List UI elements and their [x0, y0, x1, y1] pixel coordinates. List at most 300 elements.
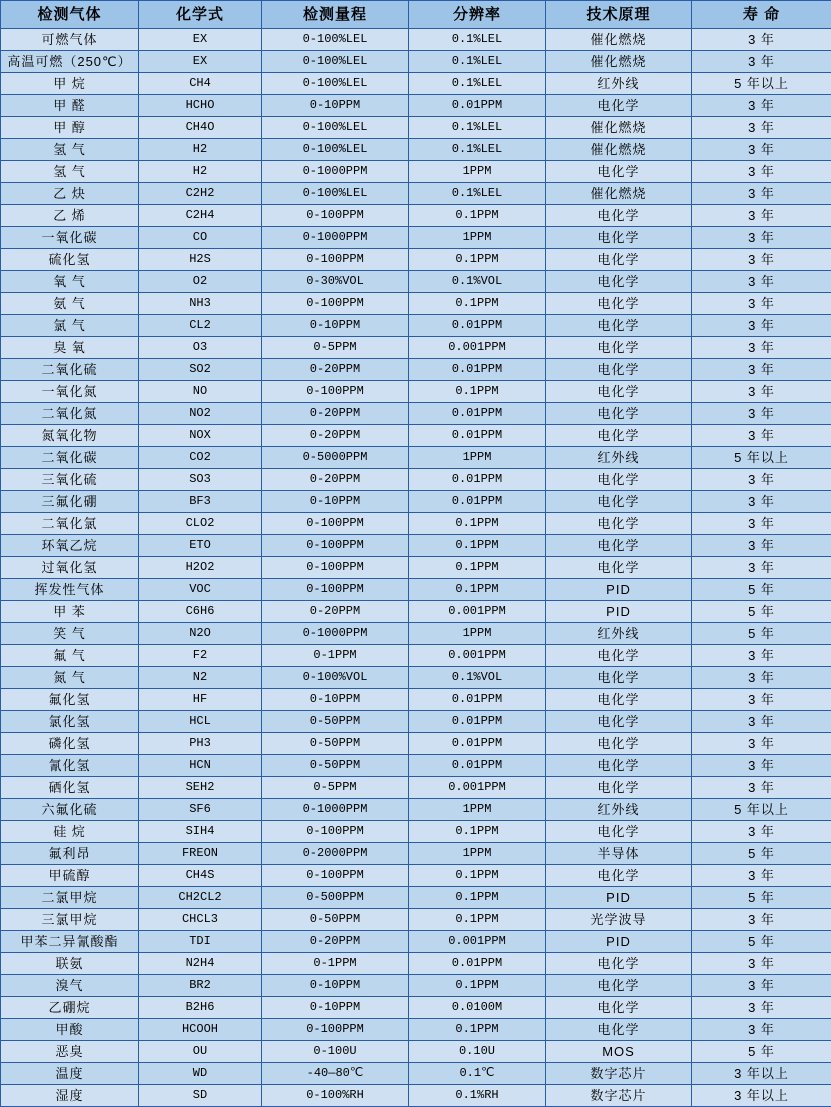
cell-resolution: 0.001PPM	[409, 601, 546, 623]
table-row	[1, 51, 831, 73]
cell-gas: 溴气	[1, 975, 139, 997]
cell-range: 0-50PPM	[262, 755, 409, 777]
cell-lifespan: 3 年	[692, 733, 831, 755]
cell-principle: MOS	[546, 1041, 692, 1063]
cell-range: 0-10PPM	[262, 95, 409, 117]
cell-gas: 氧 气	[1, 271, 139, 293]
cell-formula: N2H4	[139, 953, 262, 975]
table-row	[1, 161, 831, 183]
cell-lifespan: 5 年以上	[692, 73, 831, 95]
cell-principle: PID	[546, 887, 692, 909]
cell-principle: 电化学	[546, 227, 692, 249]
cell-resolution: 0.01PPM	[409, 953, 546, 975]
cell-formula: CO2	[139, 447, 262, 469]
cell-range: 0-100%LEL	[262, 183, 409, 205]
cell-lifespan: 3 年	[692, 975, 831, 997]
cell-principle: PID	[546, 601, 692, 623]
cell-resolution: 0.001PPM	[409, 645, 546, 667]
cell-range: 0-500PPM	[262, 887, 409, 909]
cell-gas: 甲 苯	[1, 601, 139, 623]
cell-range: 0-1000PPM	[262, 161, 409, 183]
cell-resolution: 0.01PPM	[409, 469, 546, 491]
cell-range: 0-10PPM	[262, 997, 409, 1019]
cell-resolution: 0.01PPM	[409, 359, 546, 381]
cell-lifespan: 5 年	[692, 843, 831, 865]
cell-gas: 六氟化硫	[1, 799, 139, 821]
cell-principle: 数字芯片	[546, 1063, 692, 1085]
cell-resolution: 0.01PPM	[409, 491, 546, 513]
table-row	[1, 293, 831, 315]
cell-principle: 催化燃烧	[546, 117, 692, 139]
table-row	[1, 425, 831, 447]
cell-resolution: 0.01PPM	[409, 315, 546, 337]
cell-resolution: 0.1PPM	[409, 579, 546, 601]
cell-resolution: 0.1PPM	[409, 381, 546, 403]
cell-lifespan: 3 年	[692, 645, 831, 667]
cell-gas: 可燃气体	[1, 29, 139, 51]
cell-principle: 电化学	[546, 557, 692, 579]
cell-resolution: 1PPM	[409, 623, 546, 645]
cell-gas: 乙 烯	[1, 205, 139, 227]
cell-range: 0-100%LEL	[262, 73, 409, 95]
cell-range: 0-100PPM	[262, 535, 409, 557]
cell-principle: 电化学	[546, 315, 692, 337]
column-header-principle: 技术原理	[546, 1, 692, 29]
cell-resolution: 0.1PPM	[409, 887, 546, 909]
cell-principle: 电化学	[546, 513, 692, 535]
cell-range: 0-50PPM	[262, 733, 409, 755]
cell-formula: BR2	[139, 975, 262, 997]
cell-formula: B2H6	[139, 997, 262, 1019]
cell-resolution: 0.1%LEL	[409, 117, 546, 139]
cell-range: 0-1PPM	[262, 645, 409, 667]
cell-resolution: 1PPM	[409, 447, 546, 469]
cell-formula: NO2	[139, 403, 262, 425]
cell-gas: 氯 气	[1, 315, 139, 337]
cell-formula: OU	[139, 1041, 262, 1063]
cell-principle: 催化燃烧	[546, 51, 692, 73]
cell-formula: BF3	[139, 491, 262, 513]
cell-formula: CH4O	[139, 117, 262, 139]
cell-range: 0-1PPM	[262, 953, 409, 975]
cell-principle: PID	[546, 931, 692, 953]
cell-resolution: 0.1%LEL	[409, 29, 546, 51]
table-row	[1, 403, 831, 425]
cell-principle: 电化学	[546, 403, 692, 425]
table-row	[1, 447, 831, 469]
cell-formula: EX	[139, 29, 262, 51]
cell-principle: 电化学	[546, 733, 692, 755]
cell-gas: 高温可燃（250℃）	[1, 51, 139, 73]
cell-lifespan: 3 年	[692, 95, 831, 117]
cell-range: 0-20PPM	[262, 469, 409, 491]
cell-lifespan: 5 年	[692, 1041, 831, 1063]
cell-resolution: 0.01PPM	[409, 403, 546, 425]
cell-formula: N2O	[139, 623, 262, 645]
cell-formula: TDI	[139, 931, 262, 953]
cell-lifespan: 3 年	[692, 997, 831, 1019]
cell-principle: 电化学	[546, 777, 692, 799]
cell-principle: 电化学	[546, 997, 692, 1019]
cell-range: 0-5PPM	[262, 777, 409, 799]
cell-gas: 联氨	[1, 953, 139, 975]
table-row	[1, 997, 831, 1019]
cell-gas: 恶臭	[1, 1041, 139, 1063]
table-row	[1, 777, 831, 799]
cell-resolution: 0.1PPM	[409, 975, 546, 997]
cell-lifespan: 3 年	[692, 293, 831, 315]
table-row	[1, 689, 831, 711]
cell-lifespan: 3 年	[692, 755, 831, 777]
cell-resolution: 0.1PPM	[409, 1019, 546, 1041]
table-row	[1, 975, 831, 997]
cell-gas: 磷化氢	[1, 733, 139, 755]
cell-gas: 硫化氢	[1, 249, 139, 271]
cell-formula: HCHO	[139, 95, 262, 117]
cell-lifespan: 5 年	[692, 579, 831, 601]
table-row	[1, 29, 831, 51]
cell-principle: 电化学	[546, 95, 692, 117]
cell-range: 0-100PPM	[262, 821, 409, 843]
cell-range: 0-1000PPM	[262, 227, 409, 249]
cell-range: -40—80℃	[262, 1063, 409, 1085]
cell-formula: SEH2	[139, 777, 262, 799]
cell-lifespan: 3 年	[692, 381, 831, 403]
cell-lifespan: 3 年以上	[692, 1085, 831, 1107]
table-row	[1, 1019, 831, 1041]
table-row	[1, 865, 831, 887]
cell-principle: 红外线	[546, 799, 692, 821]
cell-range: 0-5PPM	[262, 337, 409, 359]
table-row	[1, 579, 831, 601]
table-row	[1, 205, 831, 227]
cell-lifespan: 3 年	[692, 205, 831, 227]
cell-formula: CL2	[139, 315, 262, 337]
cell-principle: 电化学	[546, 425, 692, 447]
cell-range: 0-100PPM	[262, 513, 409, 535]
cell-formula: F2	[139, 645, 262, 667]
cell-resolution: 1PPM	[409, 227, 546, 249]
cell-lifespan: 3 年	[692, 425, 831, 447]
cell-formula: HF	[139, 689, 262, 711]
cell-principle: 电化学	[546, 271, 692, 293]
table-row	[1, 1085, 831, 1107]
cell-range: 0-20PPM	[262, 359, 409, 381]
cell-gas: 甲 醛	[1, 95, 139, 117]
cell-resolution: 1PPM	[409, 799, 546, 821]
cell-gas: 氢 气	[1, 161, 139, 183]
cell-formula: O2	[139, 271, 262, 293]
cell-formula: CH4S	[139, 865, 262, 887]
cell-formula: H2	[139, 161, 262, 183]
cell-range: 0-100PPM	[262, 249, 409, 271]
cell-formula: HCOOH	[139, 1019, 262, 1041]
cell-range: 0-100PPM	[262, 865, 409, 887]
table-row	[1, 337, 831, 359]
cell-principle: 红外线	[546, 73, 692, 95]
cell-lifespan: 3 年	[692, 227, 831, 249]
cell-resolution: 0.001PPM	[409, 931, 546, 953]
cell-gas: 乙 炔	[1, 183, 139, 205]
column-header-range: 检测量程	[262, 1, 409, 29]
cell-formula: HCL	[139, 711, 262, 733]
cell-principle: 光学波导	[546, 909, 692, 931]
cell-gas: 氨 气	[1, 293, 139, 315]
cell-gas: 甲 醇	[1, 117, 139, 139]
cell-principle: 电化学	[546, 293, 692, 315]
cell-formula: SD	[139, 1085, 262, 1107]
table-row	[1, 953, 831, 975]
cell-gas: 一氧化碳	[1, 227, 139, 249]
cell-formula: NOX	[139, 425, 262, 447]
cell-lifespan: 3 年	[692, 667, 831, 689]
cell-gas: 温度	[1, 1063, 139, 1085]
cell-lifespan: 3 年	[692, 491, 831, 513]
cell-principle: 电化学	[546, 359, 692, 381]
cell-resolution: 0.1℃	[409, 1063, 546, 1085]
cell-lifespan: 5 年	[692, 887, 831, 909]
cell-resolution: 0.01PPM	[409, 689, 546, 711]
cell-formula: CLO2	[139, 513, 262, 535]
cell-range: 0-100PPM	[262, 381, 409, 403]
cell-formula: ETO	[139, 535, 262, 557]
cell-lifespan: 3 年	[692, 711, 831, 733]
cell-range: 0-50PPM	[262, 711, 409, 733]
cell-range: 0-100PPM	[262, 557, 409, 579]
cell-gas: 二氧化硫	[1, 359, 139, 381]
cell-principle: 电化学	[546, 755, 692, 777]
table-row	[1, 623, 831, 645]
cell-range: 0-10PPM	[262, 491, 409, 513]
cell-range: 0-100%LEL	[262, 139, 409, 161]
cell-resolution: 0.1%LEL	[409, 51, 546, 73]
cell-range: 0-100PPM	[262, 579, 409, 601]
table-body	[1, 29, 831, 1107]
column-header-formula: 化学式	[139, 1, 262, 29]
cell-resolution: 0.1%LEL	[409, 139, 546, 161]
cell-principle: 电化学	[546, 161, 692, 183]
cell-principle: 催化燃烧	[546, 183, 692, 205]
cell-formula: FREON	[139, 843, 262, 865]
cell-formula: SIH4	[139, 821, 262, 843]
cell-formula: VOC	[139, 579, 262, 601]
cell-resolution: 0.1PPM	[409, 865, 546, 887]
cell-lifespan: 3 年	[692, 513, 831, 535]
cell-range: 0-100PPM	[262, 1019, 409, 1041]
column-header-resolution: 分辨率	[409, 1, 546, 29]
cell-formula: CO	[139, 227, 262, 249]
cell-resolution: 0.1PPM	[409, 293, 546, 315]
cell-formula: H2O2	[139, 557, 262, 579]
cell-formula: CH2CL2	[139, 887, 262, 909]
table-row	[1, 887, 831, 909]
cell-lifespan: 3 年	[692, 117, 831, 139]
cell-resolution: 0.001PPM	[409, 777, 546, 799]
cell-principle: 电化学	[546, 249, 692, 271]
cell-gas: 甲 烷	[1, 73, 139, 95]
table-row	[1, 645, 831, 667]
table-row	[1, 667, 831, 689]
table-header-row	[1, 1, 831, 29]
table-row	[1, 733, 831, 755]
cell-gas: 甲硫醇	[1, 865, 139, 887]
cell-gas: 一氧化氮	[1, 381, 139, 403]
table-row	[1, 271, 831, 293]
table-row	[1, 359, 831, 381]
cell-gas: 湿度	[1, 1085, 139, 1107]
table-row	[1, 95, 831, 117]
table-row	[1, 249, 831, 271]
cell-formula: CHCL3	[139, 909, 262, 931]
cell-resolution: 0.1PPM	[409, 909, 546, 931]
cell-lifespan: 5 年	[692, 623, 831, 645]
column-header-gas: 检测气体	[1, 1, 139, 29]
table-row	[1, 755, 831, 777]
cell-resolution: 0.1PPM	[409, 205, 546, 227]
cell-lifespan: 3 年	[692, 51, 831, 73]
cell-resolution: 0.1%LEL	[409, 73, 546, 95]
cell-lifespan: 3 年以上	[692, 1063, 831, 1085]
cell-lifespan: 3 年	[692, 183, 831, 205]
cell-formula: NO	[139, 381, 262, 403]
table-row	[1, 1041, 831, 1063]
cell-lifespan: 3 年	[692, 403, 831, 425]
cell-lifespan: 5 年以上	[692, 799, 831, 821]
cell-gas: 环氧乙烷	[1, 535, 139, 557]
cell-range: 0-100%RH	[262, 1085, 409, 1107]
cell-range: 0-20PPM	[262, 931, 409, 953]
table-row	[1, 469, 831, 491]
cell-resolution: 0.1PPM	[409, 535, 546, 557]
cell-gas: 氟 气	[1, 645, 139, 667]
cell-gas: 二氧化碳	[1, 447, 139, 469]
cell-lifespan: 3 年	[692, 315, 831, 337]
cell-lifespan: 3 年	[692, 1019, 831, 1041]
cell-range: 0-100%VOL	[262, 667, 409, 689]
cell-resolution: 0.1%LEL	[409, 183, 546, 205]
cell-resolution: 1PPM	[409, 161, 546, 183]
cell-gas: 甲酸	[1, 1019, 139, 1041]
cell-lifespan: 3 年	[692, 909, 831, 931]
cell-range: 0-100%LEL	[262, 29, 409, 51]
cell-principle: PID	[546, 579, 692, 601]
cell-principle: 电化学	[546, 645, 692, 667]
cell-principle: 数字芯片	[546, 1085, 692, 1107]
cell-principle: 电化学	[546, 337, 692, 359]
cell-range: 0-20PPM	[262, 403, 409, 425]
table-row	[1, 601, 831, 623]
cell-gas: 笑 气	[1, 623, 139, 645]
cell-range: 0-100PPM	[262, 293, 409, 315]
cell-lifespan: 3 年	[692, 535, 831, 557]
table-row	[1, 381, 831, 403]
cell-resolution: 0.1PPM	[409, 249, 546, 271]
cell-resolution: 0.1PPM	[409, 513, 546, 535]
table-row	[1, 821, 831, 843]
cell-gas: 硒化氢	[1, 777, 139, 799]
cell-lifespan: 3 年	[692, 821, 831, 843]
table-row	[1, 73, 831, 95]
cell-formula: SO3	[139, 469, 262, 491]
cell-principle: 电化学	[546, 469, 692, 491]
cell-lifespan: 3 年	[692, 469, 831, 491]
cell-gas: 氮氧化物	[1, 425, 139, 447]
cell-formula: N2	[139, 667, 262, 689]
cell-resolution: 0.1%VOL	[409, 667, 546, 689]
cell-lifespan: 3 年	[692, 865, 831, 887]
cell-resolution: 0.01PPM	[409, 733, 546, 755]
cell-gas: 挥发性气体	[1, 579, 139, 601]
table-row	[1, 1063, 831, 1085]
cell-gas: 甲苯二异氰酸酯	[1, 931, 139, 953]
cell-formula: O3	[139, 337, 262, 359]
cell-principle: 电化学	[546, 667, 692, 689]
cell-range: 0-10PPM	[262, 975, 409, 997]
cell-resolution: 1PPM	[409, 843, 546, 865]
table-row	[1, 315, 831, 337]
cell-range: 0-20PPM	[262, 601, 409, 623]
cell-range: 0-100%LEL	[262, 51, 409, 73]
cell-lifespan: 5 年	[692, 601, 831, 623]
cell-lifespan: 3 年	[692, 29, 831, 51]
cell-resolution: 0.01PPM	[409, 425, 546, 447]
cell-resolution: 0.01PPM	[409, 755, 546, 777]
cell-gas: 三氯甲烷	[1, 909, 139, 931]
cell-lifespan: 3 年	[692, 557, 831, 579]
cell-lifespan: 3 年	[692, 689, 831, 711]
cell-lifespan: 5 年以上	[692, 447, 831, 469]
cell-formula: C6H6	[139, 601, 262, 623]
cell-gas: 氯化氢	[1, 711, 139, 733]
cell-formula: C2H2	[139, 183, 262, 205]
cell-range: 0-1000PPM	[262, 623, 409, 645]
cell-principle: 电化学	[546, 381, 692, 403]
cell-range: 0-10PPM	[262, 689, 409, 711]
cell-formula: SO2	[139, 359, 262, 381]
cell-formula: H2S	[139, 249, 262, 271]
column-header-lifespan: 寿 命	[692, 1, 831, 29]
cell-principle: 半导体	[546, 843, 692, 865]
cell-principle: 电化学	[546, 821, 692, 843]
cell-principle: 电化学	[546, 1019, 692, 1041]
table-row	[1, 711, 831, 733]
cell-range: 0-1000PPM	[262, 799, 409, 821]
cell-principle: 电化学	[546, 865, 692, 887]
table-row	[1, 117, 831, 139]
cell-formula: SF6	[139, 799, 262, 821]
cell-principle: 催化燃烧	[546, 29, 692, 51]
cell-lifespan: 3 年	[692, 953, 831, 975]
table-row	[1, 843, 831, 865]
cell-resolution: 0.01PPM	[409, 711, 546, 733]
table-row	[1, 557, 831, 579]
cell-range: 0-30%VOL	[262, 271, 409, 293]
cell-resolution: 0.10U	[409, 1041, 546, 1063]
cell-resolution: 0.0100M	[409, 997, 546, 1019]
cell-range: 0-100PPM	[262, 205, 409, 227]
cell-gas: 氰化氢	[1, 755, 139, 777]
cell-gas: 氟利昂	[1, 843, 139, 865]
cell-gas: 三氧化硫	[1, 469, 139, 491]
cell-range: 0-2000PPM	[262, 843, 409, 865]
table-row	[1, 139, 831, 161]
cell-lifespan: 3 年	[692, 337, 831, 359]
cell-gas: 三氟化硼	[1, 491, 139, 513]
cell-gas: 二氧化氮	[1, 403, 139, 425]
cell-range: 0-50PPM	[262, 909, 409, 931]
cell-formula: CH4	[139, 73, 262, 95]
cell-principle: 电化学	[546, 689, 692, 711]
